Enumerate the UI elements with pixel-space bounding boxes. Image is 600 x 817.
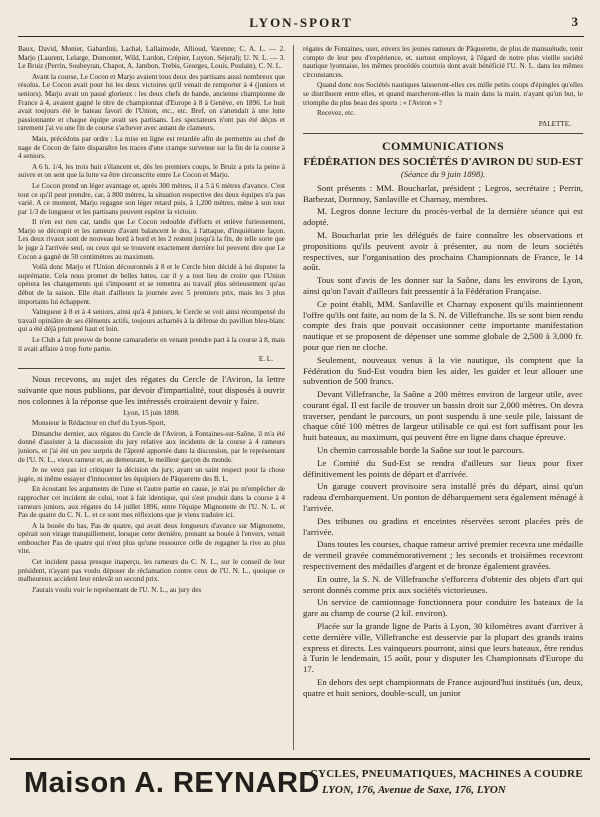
left-column bbox=[18, 45, 285, 750]
letter-intro: Nous recevons, au sujet des régates du Cercle de l'Aviron, la lettre suivante que nous publions, par devoir d'impartialité, tout disposés à ouvrir nos colonnes à la réponse que les intéressés croiraient devoir y faire. bbox=[18, 374, 285, 406]
minutes-paragraph: En outre, la S. N. de Villefranche s'efforcera d'obtenir des objets d'art qui seront donnés comme prix aux sociétés victorieuses. bbox=[303, 573, 583, 595]
column-divider bbox=[293, 45, 294, 750]
minutes-paragraph: Devant Villefranche, la Saône a 200 mètres environ de largeur utile, avec courant égal. Il est facile de trouver un bassin droit sur 2,000 mètres. On devra traverser, pendant le parcours, un pont suspendu à une seule pile, laissant de chaque côté 100 mètres de largeur utilisable ce qui est fort suffisant pour les huit bateaux, au maximum, qui peuvent être en ligne dans chaque épreuve. bbox=[303, 389, 583, 443]
race-paragraph: Le Club a fait preuve de bonne camaraderie en venant prendre part à la course à 8, mais il avait affaire à trop forte partie. bbox=[18, 336, 285, 353]
minutes-paragraph: Tous sont d'avis de les donner sur la Saône, dans les environs de Lyon, ainsi qu'on l'avait d'ailleurs fait pressentir à la Fédération Française. bbox=[303, 275, 583, 296]
minutes-paragraph: Un service de camionnage fonctionnera pour conduire les bateaux de la gare au champ de course (2 kil. environ). bbox=[303, 597, 583, 619]
minutes-paragraph: Dans toutes les courses, chaque rameur arrivé premier recevra une médaille de vermeil gravée commémorativement ; les seconds et troisièmes recevront respectivement des médailles d'argent et de bronze également gravées. bbox=[303, 539, 583, 572]
race-paragraph: Il n'en est rien car, tandis que Le Cocon redouble d'efforts et enlève furieusement, Marjo se découpit et les rameurs d'avant balancent le dos, à l'attaque, d'inquiétante façon. Les deux rivaux sont de nouveau bord à bord et les 2 restent jusqu'à la fin, de telle sorte que le juge à l'arrivée seul, ou ceux qui se trouvent exactement derrière lui peuvent dire que Le Cocon a gagné de 50 centimètres au maximum. bbox=[18, 218, 285, 261]
race-paragraph: Le Cocon prend un léger avantage et, après 300 mètres, il a 5 à 6 mètres d'avance. C'est tout ce qu'il peut prendre, car, à 800 mètres, la situation respective des deux équipes n'a pas varié. A ce moment, Marjo regagne son léger retard puis, à 1,200 mètres, mène à son tour par 1/3 de longueur et les partisans peuvent espérer la victoire. bbox=[18, 181, 285, 216]
minutes-paragraph: En dehors des sept championnats de France aujourd'hui institués (un, deux, quatre et huit seniors, double-scull, un junior bbox=[303, 677, 583, 698]
minutes-paragraph: Le Comité du Sud-Est se rendra d'ailleurs sur lieux pour fixer définitivement les points de départ et d'arrivée. bbox=[303, 457, 583, 479]
federation-heading: FÉDÉRATION DES SOCIÉTÉS D'AVIRON DU SUD-EST bbox=[303, 155, 583, 168]
letter-continuation: régates de Fontaines, user, envers les jeunes rameurs de Pâquerette, de plus de mansuétude, tenir compte de leur peu d'expérience, et, surtout employer, à l'égard de notre plus vieille société nautique lyonnaise, les mêmes procédés courtois dont avait bénéficié l'U. N. L. dans les mêmes circonstances. bbox=[303, 45, 583, 79]
minutes-paragraph: Des tribunes ou gradins et enceintes réservées seront placées près de l'arrivée. bbox=[303, 515, 583, 537]
race-paragraph: Voilà donc Marjo et l'Union découronnés à 8 et le Cercle bien décidé à lui disputer la suprématie. Cela nous promet de belles luttes, car il y a tout lieu de croire que l'Union opérera les changements qui s'imposent et se remettra au travail plus sérieusement qu'au début de la saison. Elle était d'ailleurs la journée avec 5 premiers prix, mais les 3 plus importants lui échappent. bbox=[18, 263, 285, 306]
minutes-paragraph: Ce point établi, MM. Sanlaville et Charnay exposent qu'ils maintiennent l'offre qu'ils ont faite, au nom de la S. N. de Villefranche. Ils se sont bien rendu compte des frais que pouvait occasionner cette importante manifestation nautique et se proposent de dépenser une somme globale de 2,500 à 3,000 fr. pour que rien ne cloche. bbox=[303, 298, 583, 352]
letter-paragraph: Cet incident passa presque inaperçu, les rameurs du C. N. L., sur le conseil de leur président, n'ayant pas voulu déposer de réclamation contre ceux de l'U. N. L., quoique ce malheureux accident leur enlevât un second prix. bbox=[18, 558, 285, 584]
session-date: (Séance du 9 juin 1898). bbox=[400, 168, 486, 179]
communications-heading: COMMUNICATIONS bbox=[381, 138, 505, 153]
race-preview-paragraph: Avant la course, Le Cocon et Marjo avaient tous deux des partisans aussi nombreux que résolus. Le Cocon avait pour lui les deux victoires qu'il venait de remporter à 4 (juniors et seniors). Marjo avait un passé glorieux : les deux chefs de bande, ancienne championne de France à 4, avaient gagné le titre de championnat d'Europe à 8 à Genève, en 1896. Le huit avait toujours été le bateau favori de l'Union, etc., etc. Bref, on s'attendait à une lutte passionnante et chaque équipe avait ses partisans. Les spectateurs n'ont pas été déçus et rarement j'ai vu une fin de course s'achever avec autant de clameurs. bbox=[18, 72, 285, 133]
minutes-paragraph: Un chemin carrossable borde la Saône sur tout le parcours. bbox=[317, 445, 525, 456]
letter-paragraph: J'aurais voulu voir le représentant de l'U. N. L., au jury des bbox=[32, 585, 202, 594]
section-divider bbox=[303, 133, 583, 134]
advertiser-name: Maison A. REYNARD bbox=[24, 767, 320, 799]
advertiser-products: CYCLES, PNEUMATIQUES, MACHINES A COUDRE bbox=[310, 768, 583, 780]
minutes-paragraph: M. Boucharlat prie les délégués de faire connaître les observations et propositions qu'ils peuvent avoir à présenter, au nom de leurs sociétés respectives, sur l'organisation des prochains Championnats de France, le 14 août. bbox=[303, 229, 583, 273]
page-header bbox=[18, 14, 584, 37]
advertisement bbox=[10, 758, 590, 812]
right-column bbox=[303, 45, 583, 750]
race-paragraph: Vainqueur à 8 et à 4 seniors, ainsi qu'à 4 juniors, le Cercle se voit ainsi récompensé du travail opiniâtre de ses éléments actifs, toujours acharnés à la défense du pavillon bleu-blanc qui a été déjà promené haut et loin. bbox=[18, 308, 285, 334]
page-number: 3 bbox=[571, 14, 578, 29]
race-start-paragraph: Mais, précédons par ordre : La mise en ligne est retardée afin de permettre au chef de nage de Cocon de faire disparaître les traces d'une crampe survenue sur la fin de la course à 4 seniors. bbox=[18, 134, 285, 161]
letter-paragraph: Je ne veux pas ici critiquer la décision du jury, ayant un saint respect pour la chose jugée, ni même essayer d'innocenter les équipiers de Pâquerette des B. L. bbox=[18, 466, 285, 483]
minutes-paragraph: Sont présents : MM. Boucharlat, président ; Legros, secrétaire ; Perrin, Barbezat, Dornnoy, Sanlaville et Charnay, membres. bbox=[303, 182, 583, 204]
letter-paragraph: A la bouée du bas, Pas de quatre, qui avait deux longueurs d'avance sur Mignonette, opérait son virage tranquillement, lorsque cette dernière, prenant sa bouée à l'envers, venait emboucher Pas de quatre qui n'eut plus qu'une ressource celle de regagner la rive au plus vite. bbox=[18, 521, 285, 556]
advertiser-address: LYON, 176, Avenue de Saxe, 176, LYON bbox=[322, 784, 506, 796]
letter-salutation: Monsieur le Rédacteur en chef du Lyon-Sport, bbox=[32, 419, 166, 428]
letter-signature: PALETTE. bbox=[538, 119, 571, 128]
letter-paragraph: Dimanche dernier, aux régates du Cercle de l'Aviron, à Fontaines-sur-Saône, il m'a été donné d'assister à la discussion du jury relative aux incidents de la course à 4 rameurs juniors, et j'ai été un peu surpris de l'âpreté apportée dans la discussion, par le représentant de l'U. N. L., vieux rameur et, au demeurant, le meilleur garçon du monde. bbox=[18, 429, 285, 464]
race-paragraph: A 6 h. 1/4, les trois huit s'élancent et, dès les premiers coups, le Bruiz a pris la peine à suivre et on sent que la lutte va être circonscrite entre Le Cocon et Marjo. bbox=[18, 162, 285, 180]
crew-list: Baux, David, Monier, Gabardini, Lachal, Lallaimode, Allioud, Varenne; C. A. L. — 2. Marjo (Laurent, Lelarge, Dumontet, Wild, Lardon, Crépier, Luyton, Séjeral); U. N. L. — 3. Le Bruiz (Perrin, Soubeyran, Chapot, A. Jambon, Trebis, Georges, Louis, Poulain), C. N. L. bbox=[18, 45, 285, 71]
letter-paragraph: Quand donc nos Sociétés nautiques laisseront-elles ces mille petits coups d'épingles qu'elles se distribuent entre elles, et quand marcheront-elles la main dans la main, n'ayant qu'un but, le triomphe du plus beau des sports : « l'Aviron » ? bbox=[303, 81, 583, 107]
minutes-paragraph: Seulement, nouveaux venus à la vie nautique, ils comptent que la Fédération du Sud-Est voudra bien les aider, les guider et leur allouer une subvention de 500 francs. bbox=[303, 354, 583, 387]
minutes-paragraph: M. Legros donne lecture du procès-verbal de la dernière séance qui est adopté. bbox=[303, 206, 583, 228]
letter-date: Lyon, 15 juin 1898. bbox=[123, 408, 180, 417]
masthead: LYON-SPORT bbox=[249, 15, 353, 30]
section-divider bbox=[18, 368, 285, 369]
letter-closing: Recevez, etc. bbox=[317, 109, 356, 118]
letter-paragraph: En écoutant les arguments de l'une et l'autre partie en cause, je n'ai pu m'empêcher de rapprocher cet incident de celui, tout à fait identique, qui s'est produit dans la course à 4 rameurs juniors, aux régates du 14 juillet 1896, entre l'équipe Mignonette de l'U. N. L. et Pas de quatre du C. N. L. et ce sont mes réflexions que je viens traduire ici. bbox=[18, 485, 285, 520]
author-signature: E. L. bbox=[258, 355, 273, 364]
minutes-paragraph: Un garage couvert provisoire sera installé près du départ, ainsi qu'un radeau d'embarquement. Un ponton de débarquement sera également ménagé à l'arrivée. bbox=[303, 481, 583, 514]
minutes-paragraph: Placée sur la grande ligne de Paris à Lyon, 30 kilomètres avant d'arriver à cette dernière ville, Villefranche est desservie par la plupart des grands trains express et directs. Les vainqueurs pourront, ainsi que leurs bateaux, être rendus à Turin le lendemain, 15 août, pour y disputer les Championnats d'Europe du 17. bbox=[303, 621, 583, 675]
minutes-body bbox=[303, 183, 583, 699]
